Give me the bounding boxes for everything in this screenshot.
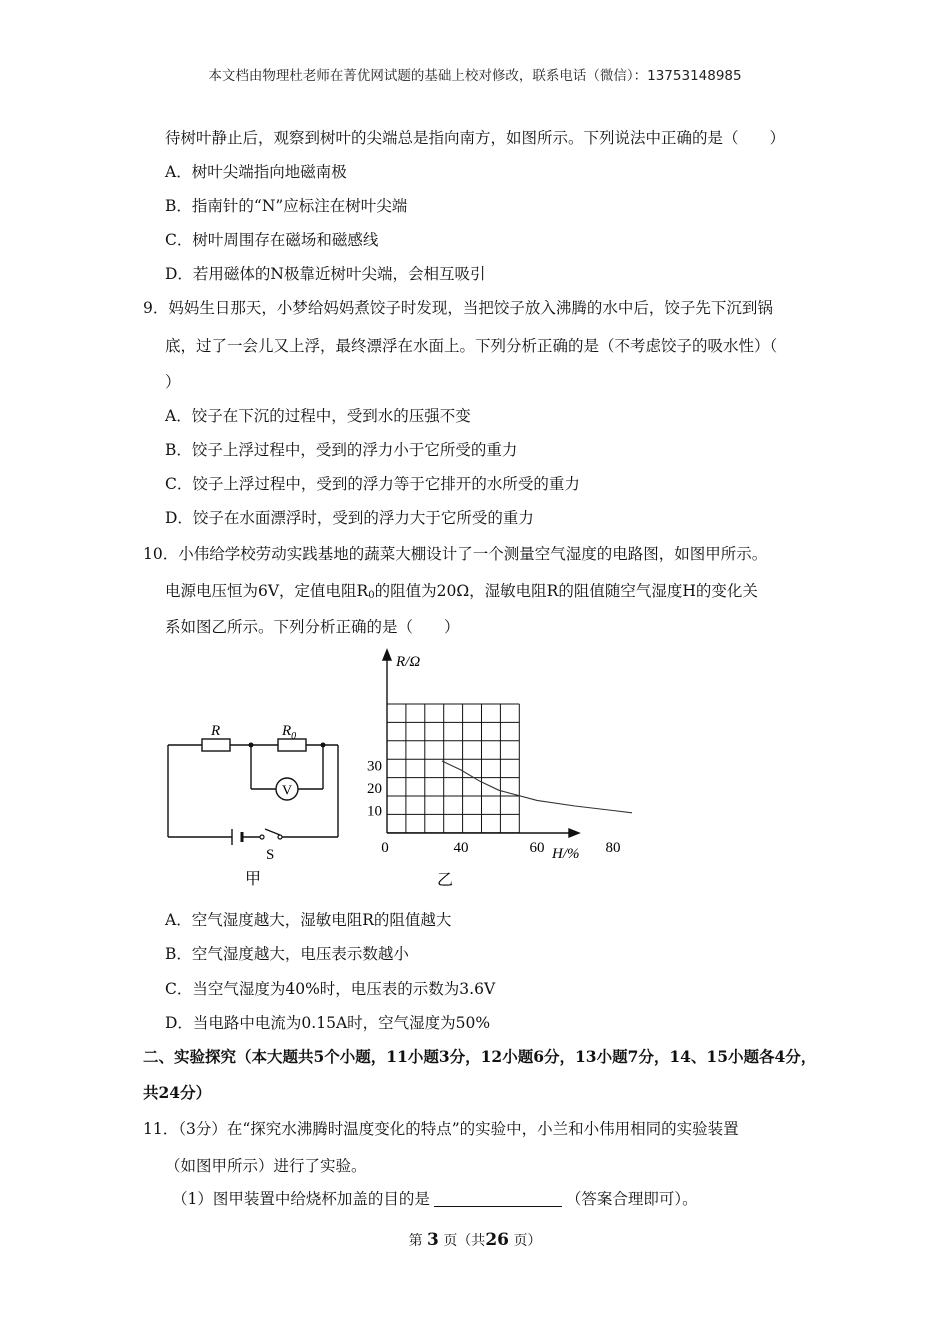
section-2-heading-line2: 共24分） (143, 1083, 212, 1102)
x-axis-label: H/% (552, 846, 580, 862)
answer-blank[interactable] (434, 1191, 562, 1207)
q10-option-d: D．当电路中电流为0.15A时，空气湿度为50% (165, 1014, 491, 1032)
resistor-r (202, 739, 230, 751)
switch-contact-left (260, 835, 264, 839)
resistance-curve (442, 761, 632, 813)
y-tick-label: 10 (367, 803, 382, 820)
q11-subquestion-1: （1）图甲装置中给烧杯加盖的目的是 （答案合理即可）。 (172, 1190, 698, 1208)
x-tick-label: 80 (605, 840, 621, 856)
x-tick-label: 60 (529, 840, 545, 856)
x-axis-arrow (569, 829, 579, 837)
q11-stem-line1: 11．（3分）在“探究水沸腾时温度变化的特点”的实验中，小兰和小伟用相同的实验装置 (143, 1120, 739, 1138)
page-footer: 第 3 页（共26 页） (408, 1230, 542, 1250)
q8-option-c: C．树叶周围存在磁场和磁感线 (165, 231, 379, 249)
junction-dot-right (321, 743, 326, 748)
q9-option-b: B．饺子上浮过程中，受到的浮力小于它所受的重力 (165, 441, 518, 459)
y-tick-label: 30 (367, 758, 382, 775)
graph-grid (387, 704, 519, 833)
q11-stem-line2: （如图甲所示）进行了实验。 (165, 1157, 367, 1175)
q10-stem-line3: 系如图乙所示。下列分析正确的是（ ） (165, 618, 460, 636)
q9-stem-line2: 底，过了一会儿又上浮，最终漂浮在水面上。下列分析正确的是（不考虑饺子的吸水性）（ (165, 337, 778, 355)
q8-stem-continuation: 待树叶静止后，观察到树叶的尖端总是指向南方，如图所示。下列说法中正确的是（ ） (165, 129, 786, 147)
q9-stem-line1: 9．妈妈生日那天，小梦给妈妈煮饺子时发现，当把饺子放入沸腾的水中后，饺子先下沉到锅 (143, 299, 773, 317)
q10-option-a: A．空气湿度越大，湿敏电阻R的阻值越大 (165, 911, 452, 929)
y-axis-arrow (383, 650, 391, 660)
junction-dot-left (249, 743, 254, 748)
y-axis-label: R/Ω (396, 654, 421, 670)
q9-stem-line3: ） (165, 373, 181, 391)
section-2-heading-line1: 二、实验探究（本大题共5个小题，11小题3分，12小题6分，13小题7分，14、15小题各4分， (143, 1047, 817, 1066)
q10-stem-line2: 电源电压恒为6V，定值电阻$R_0$的阻值为20Ω，湿敏电阻R的阻值随空气湿度H的变化关 (165, 582, 758, 601)
figure-yi-caption: 乙 (436, 872, 454, 889)
switch-contact-right (278, 835, 282, 839)
voltmeter-label: V (281, 783, 293, 799)
origin-label: 0 (381, 840, 389, 856)
q10-option-c: C．当空气湿度为40%时，电压表的示数为3.6V (165, 980, 496, 998)
q9-option-d: D．饺子在水面漂浮时，受到的浮力大于它所受的重力 (165, 509, 534, 527)
resistor-r-label: R (211, 723, 221, 739)
q8-option-a: A．树叶尖端指向地磁南极 (165, 163, 347, 181)
q9-option-a: A．饺子在下沉的过程中，受到水的压强不变 (165, 407, 471, 425)
q10-option-b: B．空气湿度越大，电压表示数越小 (165, 945, 409, 963)
resistor-r0-label: $R_0$ (282, 723, 297, 742)
q10-stem-line1: 10．小伟给学校劳动实践基地的蔬菜大棚设计了一个测量空气湿度的电路图，如图甲所示。 (143, 545, 768, 563)
q9-option-c: C．饺子上浮过程中，受到的浮力等于它排开的水所受的重力 (165, 475, 580, 493)
switch-label: S (266, 847, 275, 863)
figure-jia-caption: 甲 (244, 871, 262, 888)
y-tick-label: 20 (367, 781, 382, 797)
document-header-note: 本文档由物理杜老师在菁优网试题的基础上校对修改，联系电话（微信）：13753148985 (208, 68, 742, 84)
x-tick-label: 40 (453, 840, 469, 856)
q8-option-d: D．若用磁体的N极靠近树叶尖端，会相互吸引 (165, 265, 486, 283)
humidity-resistance-graph (350, 645, 621, 890)
q8-option-b: B．指南针的“N”应标注在树叶尖端 (165, 197, 408, 215)
circuit-diagram (150, 705, 360, 890)
